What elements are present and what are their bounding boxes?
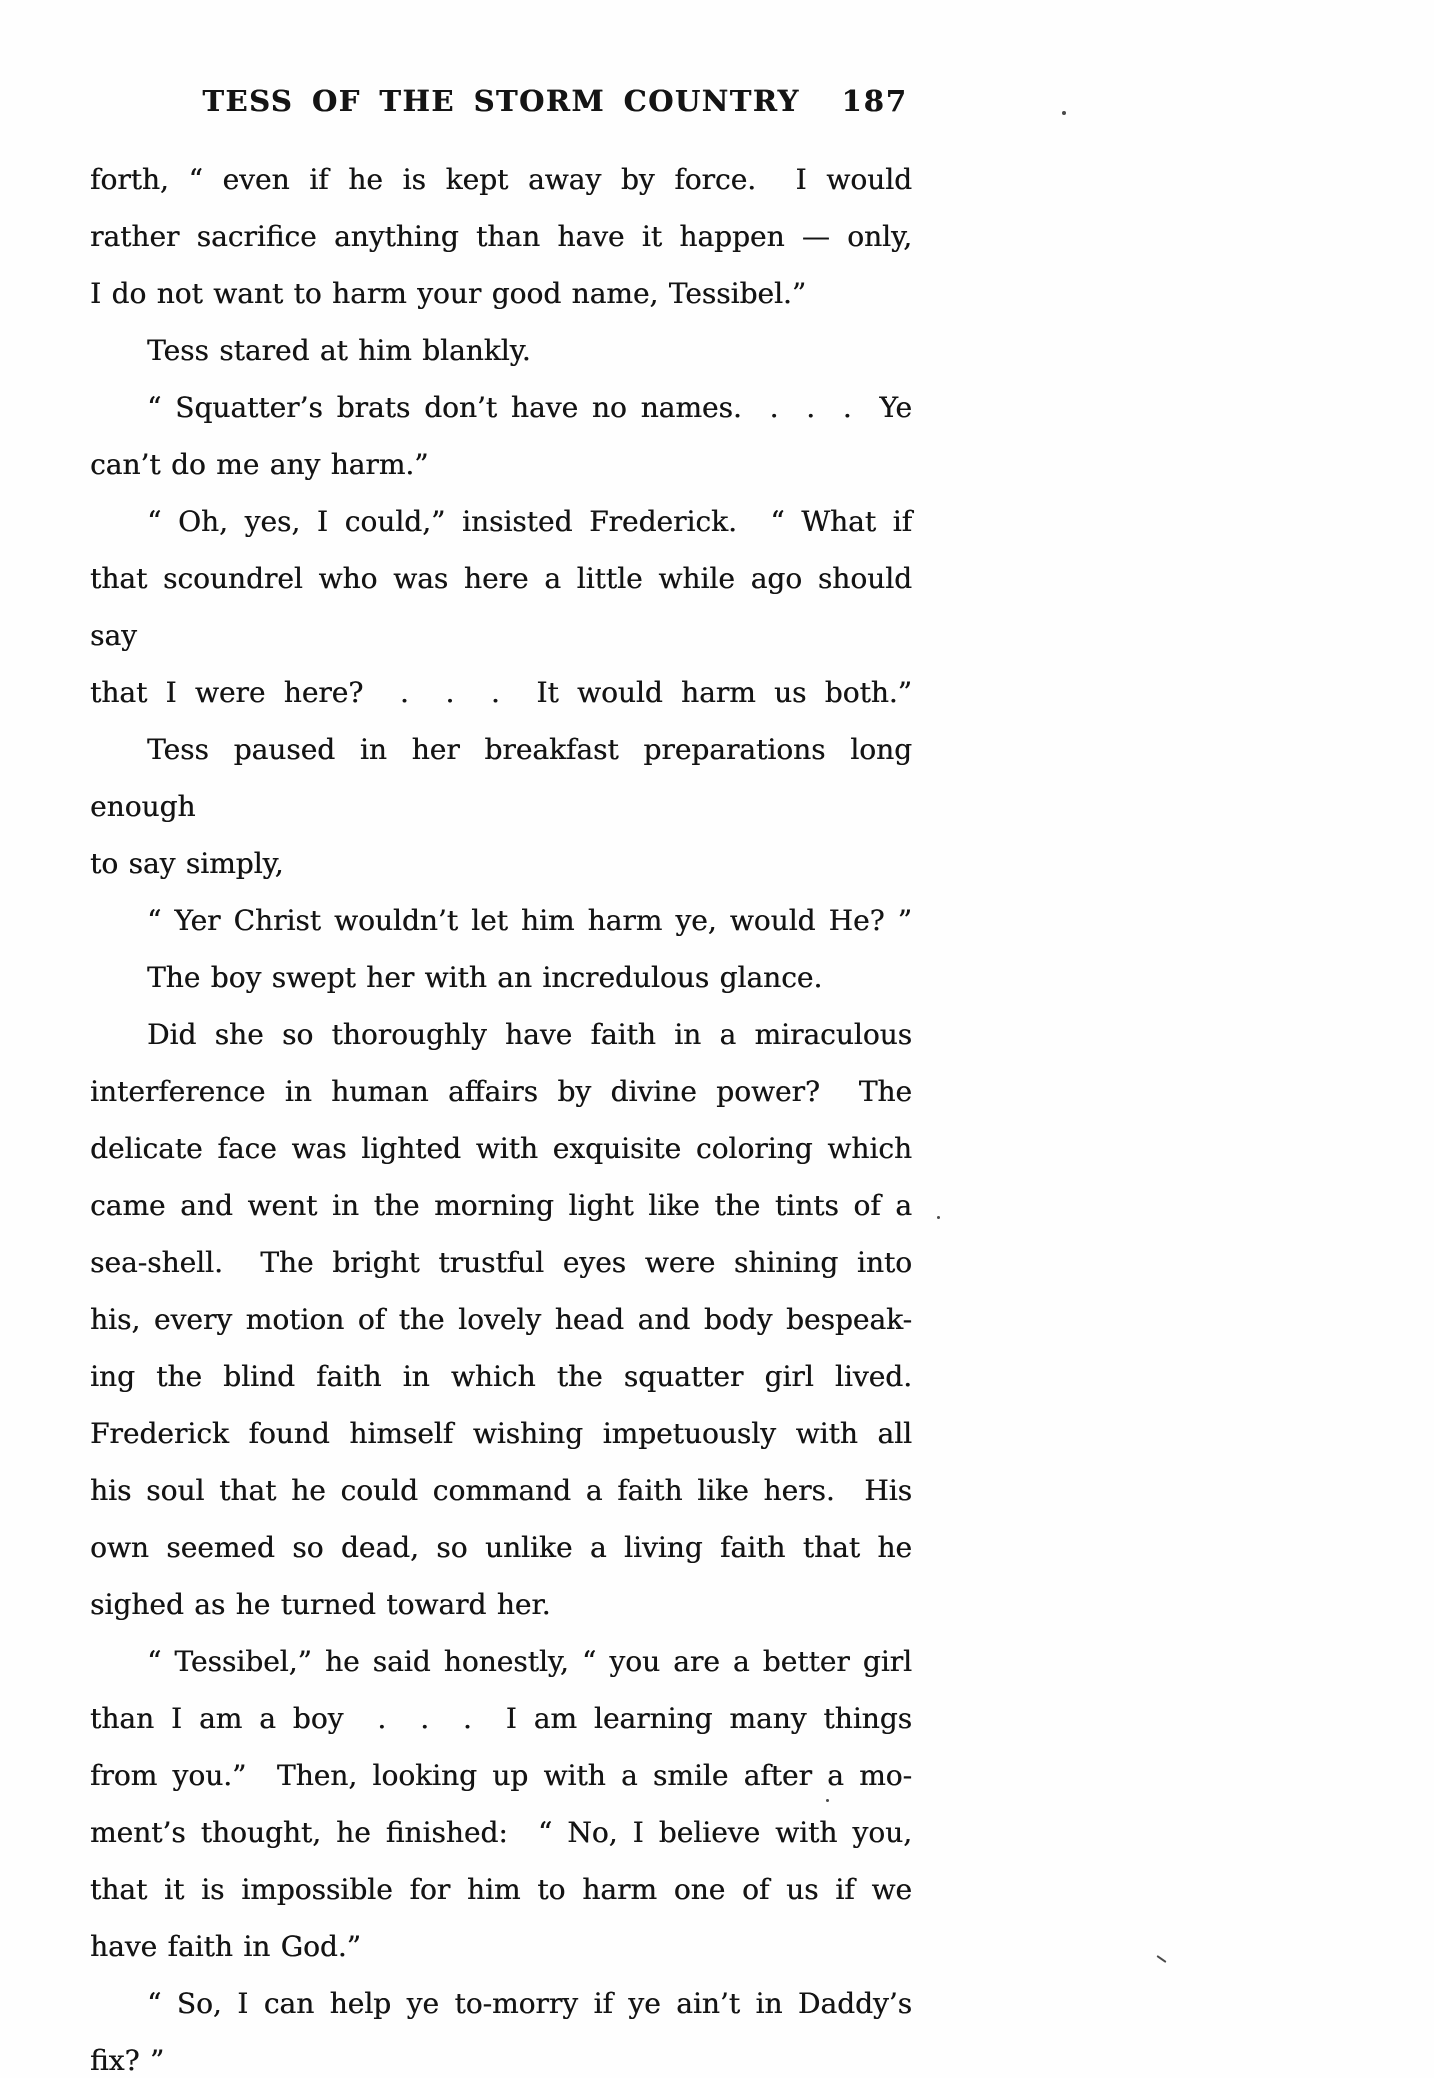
text-line: his soul that he could command a faith like hers. His xyxy=(90,1474,912,1507)
scan-speck xyxy=(1062,111,1066,115)
text-line: “ Yer Christ wouldn’t let him harm ye, would He? ” xyxy=(147,904,912,937)
paragraph xyxy=(90,1006,912,1633)
text-line: Did she so thoroughly have faith in a miraculous xyxy=(147,1018,912,1051)
running-header-title: TESS OF THE STORM COUNTRY xyxy=(202,84,800,118)
paragraph xyxy=(90,1975,912,2078)
text-line: “ So, I can help ye to-morry if ye ain’t in Daddy’s xyxy=(147,1987,912,2020)
text-line: ment’s thought, he finished: “ No, I believe with you, xyxy=(90,1816,912,1849)
text-line: came and went in the morning light like the tints of a xyxy=(90,1189,912,1222)
paragraph xyxy=(90,151,912,322)
text-line: fix? ” xyxy=(90,2044,165,2077)
paragraph xyxy=(90,322,912,379)
page-content xyxy=(90,84,912,2078)
paragraph xyxy=(90,721,912,892)
text-line: sea-shell. The bright trustful eyes were shining into xyxy=(90,1246,912,1279)
text-line: to say simply, xyxy=(90,847,284,880)
scan-speck xyxy=(1156,1955,1166,1963)
text-line: that I were here? . . . It would harm us both.” xyxy=(90,676,912,709)
text-line: have faith in God.” xyxy=(90,1930,361,1963)
paragraph xyxy=(90,379,912,493)
text-line: ing the blind faith in which the squatter girl lived. xyxy=(90,1360,912,1393)
paragraph xyxy=(90,1633,912,1975)
text-line: “ Oh, yes, I could,” insisted Frederick. “ What if xyxy=(147,505,912,538)
text-line: sighed as he turned toward her. xyxy=(90,1588,551,1621)
text-line: from you.” Then, looking up with a smile after a mo- xyxy=(90,1759,912,1792)
text-line: forth, “ even if he is kept away by force. I would xyxy=(90,163,912,196)
page-number: 187 xyxy=(841,84,908,118)
text-line: his, every motion of the lovely head and body bespeak- xyxy=(90,1303,912,1336)
text-line: rather sacrifice anything than have it happen — only, xyxy=(90,220,912,253)
scan-speck xyxy=(826,1799,829,1802)
text-line: that it is impossible for him to harm one of us if we xyxy=(90,1873,912,1906)
paragraph xyxy=(90,892,912,949)
text-line: Tess stared at him blankly. xyxy=(147,334,531,367)
text-line: can’t do me any harm.” xyxy=(90,448,429,481)
text-line: “ Squatter’s brats don’t have no names. . . . Ye xyxy=(147,391,912,424)
paragraph xyxy=(90,493,912,721)
text-line: delicate face was lighted with exquisite coloring which xyxy=(90,1132,912,1165)
scan-speck xyxy=(937,1216,940,1219)
page-body xyxy=(90,151,912,2078)
text-line: The boy swept her with an incredulous glance. xyxy=(147,961,823,994)
text-line: “ Tessibel,” he said honestly, “ you are a better girl xyxy=(147,1645,912,1678)
text-line: Tess paused in her breakfast preparations long enough xyxy=(90,733,912,823)
paragraph xyxy=(90,949,912,1006)
text-line: own seemed so dead, so unlike a living faith that he xyxy=(90,1531,912,1564)
text-line: interference in human affairs by divine power? The xyxy=(90,1075,912,1108)
text-line: I do not want to harm your good name, Tessibel.” xyxy=(90,277,807,310)
page-header xyxy=(90,84,912,126)
text-line: that scoundrel who was here a little while ago should say xyxy=(90,562,912,652)
text-line: Frederick found himself wishing impetuously with all xyxy=(90,1417,912,1450)
text-line: than I am a boy . . . I am learning many things xyxy=(90,1702,912,1735)
